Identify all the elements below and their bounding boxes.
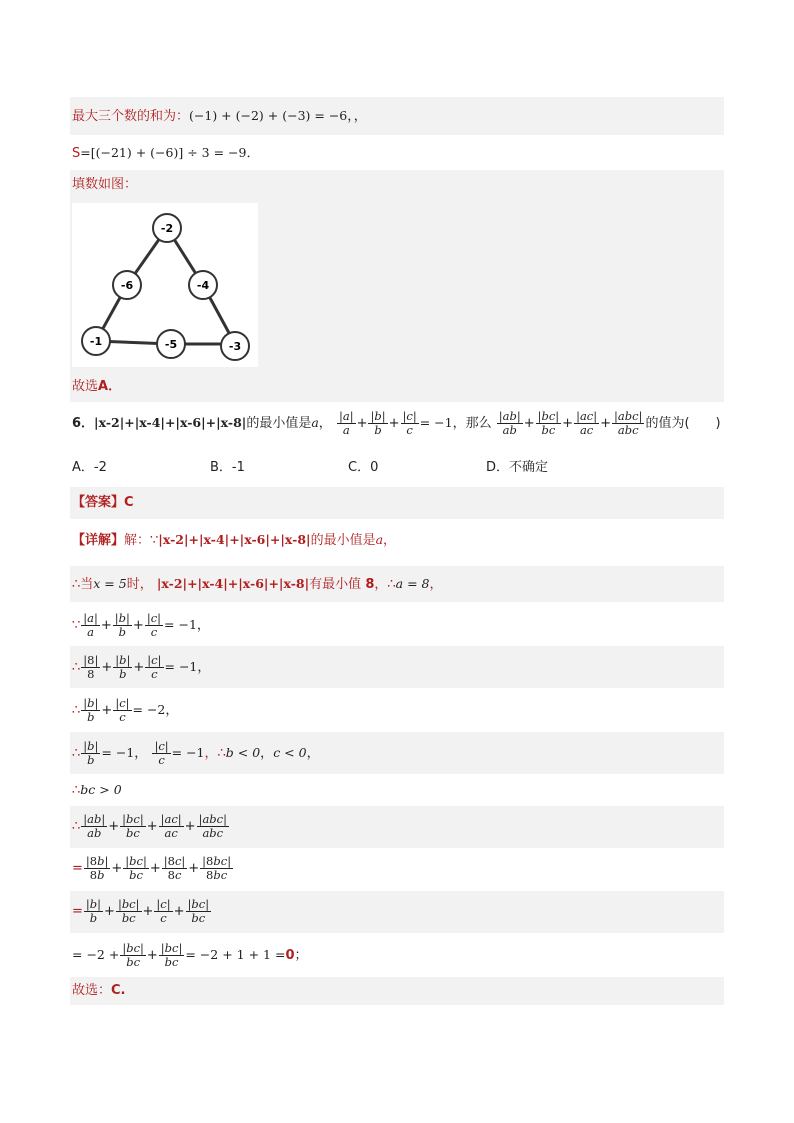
frac-8: $\frac{|8|}{8}$ bbox=[83, 653, 99, 681]
frac-b: $\frac{|b|}{b}$ bbox=[83, 739, 99, 767]
diagram-node-right-mid bbox=[189, 271, 217, 299]
step2-prefix: ∵ bbox=[72, 618, 81, 633]
line2-expr: =[(−21) + (−6)] ÷ 3 = −9 bbox=[80, 145, 247, 160]
step10-tail: ； bbox=[294, 948, 308, 963]
frac-bc: $\frac{|bc|}{bc}$ bbox=[122, 812, 144, 840]
step-7: ∴ $\frac{|ab|}{ab}$ + $\frac{|bc|}{bc}$ + $\frac{|ac|}{ac}$ + $\frac{\text{|abc|}}{\text{abc}}$ bbox=[70, 806, 724, 848]
frac-c: $\frac{|c|}{c}$ bbox=[154, 739, 169, 767]
frac-b: $\frac{|b|}{b}$ bbox=[83, 696, 99, 724]
frac-bc: $\frac{|bc|}{bc}$ bbox=[117, 897, 140, 925]
diagram-container bbox=[70, 200, 724, 372]
line1-tail: ，， bbox=[347, 109, 367, 124]
frac-ac: $\frac{|ac|}{ac}$ bbox=[160, 812, 182, 840]
node-top-label: -2 bbox=[160, 222, 174, 235]
step-10: = −2 + $\frac{|bc|}{bc}$ + $\frac{|bc|}{bc}$ = −2 + 1 + 1 =0； bbox=[72, 941, 308, 969]
detail-expr: |x-2|+|x-4|+|x-6|+|x-8| bbox=[158, 532, 311, 547]
line2-label: S bbox=[72, 146, 81, 161]
frac-c: $\frac{|c|}{c}$ bbox=[115, 696, 130, 724]
final-label: 故选： bbox=[72, 983, 112, 998]
frac-8c: $\frac{|8c|}{8c}$ bbox=[163, 854, 186, 882]
solution-line-max-sum bbox=[70, 97, 724, 135]
step3-rhs: = −1 bbox=[164, 659, 198, 674]
step3-tail: ， bbox=[197, 660, 211, 675]
frac-bc-2: $\frac{|bc|}{bc}$ bbox=[160, 941, 183, 969]
diagram-node-bottom-mid bbox=[157, 330, 185, 358]
step-3: ∴ $\frac{|8|}{8}$ + $\frac{|b|}{b}$ + $\frac{|c|}{c}$ = −1， bbox=[70, 646, 724, 688]
diagram-node-bottom-right bbox=[221, 332, 249, 360]
step-4: ∴ $\frac{|b|}{b}$ + $\frac{|c|}{c}$ = −2， bbox=[72, 696, 179, 724]
q6-cond-rhs: = −1 bbox=[419, 415, 453, 430]
frac-abs-a-over-a: $\frac{|a|}{a}$ bbox=[338, 409, 354, 437]
frac-bc: $\frac{|bc|}{bc}$ bbox=[125, 854, 147, 882]
step4-rhs: = −2 bbox=[132, 702, 166, 717]
frac-c: $\frac{|c|}{c}$ bbox=[147, 653, 162, 681]
q6-text2: ，那么 bbox=[452, 416, 492, 431]
answer-label: 【答案】 bbox=[72, 495, 125, 510]
step-9: = $\frac{|b|}{b}$ + $\frac{|bc|}{bc}$ + $\frac{|c|}{c}$ + $\frac{|bc|}{bc}$ bbox=[70, 891, 724, 933]
q6-expr: |x-2|+|x-4|+|x-6|+|x-8| bbox=[94, 415, 247, 430]
frac-b: $\frac{|b|}{b}$ bbox=[114, 611, 130, 639]
detail-text: 解：∵ bbox=[124, 533, 159, 548]
step1-res: a = 8 bbox=[395, 576, 430, 591]
step1-text: 时， bbox=[126, 577, 153, 592]
option-d[interactable]: D．不确定 bbox=[486, 460, 549, 475]
solution-line-s-value bbox=[70, 137, 724, 167]
step5-tail: ， bbox=[306, 746, 320, 761]
frac-abs-b-over-b: $\frac{|b|}{b}$ bbox=[370, 409, 386, 437]
final-choice bbox=[70, 977, 724, 1005]
step1-val: 8 bbox=[365, 577, 375, 592]
step5-sep3: ， bbox=[260, 746, 274, 761]
step8-prefix: = bbox=[72, 861, 83, 876]
q6-comma: ， bbox=[318, 416, 332, 431]
solution-line-fill-diagram bbox=[70, 170, 724, 200]
frac-abs-ac-over-ac: $\frac{|ac|}{ac}$ bbox=[576, 409, 598, 437]
detail-var: a bbox=[375, 532, 384, 547]
line2-tail: ． bbox=[246, 146, 260, 161]
step1-expr: |x-2|+|x-4|+|x-6|+|x-8| bbox=[156, 576, 310, 591]
step10-result: 0 bbox=[285, 948, 295, 963]
detail-text2: 的最小值是 bbox=[310, 533, 376, 548]
answer-value: C bbox=[124, 495, 134, 510]
q6-options bbox=[70, 456, 724, 480]
detail-line bbox=[70, 523, 724, 559]
frac-abs-bc-over-bc: $\frac{|bc|}{bc}$ bbox=[537, 409, 560, 437]
step9-prefix: = bbox=[72, 904, 83, 919]
node-bottom-left-label: -1 bbox=[89, 335, 103, 348]
frac-abc: $\frac{\text{|abc|}}{\text{abc}}$ bbox=[198, 812, 227, 840]
step7-prefix: ∴ bbox=[72, 819, 81, 834]
frac-abs-abc-over-abc: $\frac{\text{|abc|}}{\text{abc}}$ bbox=[614, 409, 643, 437]
node-right-mid-label: -4 bbox=[196, 279, 210, 292]
line1-expr: (−1) + (−2) + (−3) = −6 bbox=[189, 108, 348, 123]
solution-line-choice-a bbox=[70, 372, 724, 402]
line1-label: 最大三个数的和为： bbox=[72, 109, 190, 124]
step1-text3: ，∴ bbox=[374, 577, 396, 592]
step-8: = $\frac{|8b|}{8b}$ + $\frac{|bc|}{bc}$ + $\frac{|8c|}{8c}$ + $\frac{|8bc|}{8bc}$ bbox=[72, 854, 232, 882]
step-6 bbox=[70, 776, 724, 804]
step5-ineq1: b < 0 bbox=[225, 745, 261, 760]
diagram-node-top bbox=[153, 214, 181, 242]
step4-prefix: ∴ bbox=[72, 703, 81, 718]
step4-tail: ， bbox=[165, 703, 179, 718]
q6-text3: 的值为( ) bbox=[645, 416, 721, 431]
frac-8bc: $\frac{|8bc|}{8bc}$ bbox=[202, 854, 232, 882]
node-bottom-right-label: -3 bbox=[228, 340, 242, 353]
detail-label: 【详解】 bbox=[72, 533, 125, 548]
step6-prefix: ∴ bbox=[72, 783, 81, 798]
step5-rhs1: = −1 bbox=[101, 745, 135, 760]
step1-cond: x = 5 bbox=[93, 576, 127, 591]
step5-ineq2: c < 0 bbox=[273, 745, 307, 760]
step5-rhs2: = −1 bbox=[171, 745, 205, 760]
answer-line bbox=[70, 487, 724, 519]
question-6: 6．|x-2|+|x-4|+|x-6|+|x-8|的最小值是a， $\frac{|a|}{a}$ + $\frac{|b|}{b}$ + $\frac{|c|}{c}$ = −1，那么 $\frac{|ab|}{ab}$ + $\frac{|bc|}{bc}$ + $\frac{|ac|}{ac}$ + $\frac{\text{|abc|}}{\text{abc}}$ 的值为( ) bbox=[72, 409, 721, 437]
final-choice-value: C. bbox=[111, 983, 126, 998]
frac-bc-2: $\frac{|bc|}{bc}$ bbox=[187, 897, 210, 925]
diagram-node-left-mid bbox=[113, 271, 141, 299]
step5-sep2: ，∴ bbox=[204, 746, 226, 761]
step10-rhs: = −2 + 1 + 1 = bbox=[185, 947, 286, 962]
frac-abs-ab-over-ab: $\frac{|ab|}{ab}$ bbox=[498, 409, 521, 437]
q6-text1: 的最小值是 bbox=[246, 416, 312, 431]
frac-abs-c-over-c: $\frac{|c|}{c}$ bbox=[402, 409, 417, 437]
frac-ab: $\frac{|ab|}{ab}$ bbox=[83, 812, 106, 840]
step1-prefix: ∴当 bbox=[72, 577, 94, 592]
triangle-number-diagram bbox=[72, 203, 258, 367]
line3-label: 填数如图： bbox=[72, 177, 138, 192]
option-c[interactable]: C．0 bbox=[348, 460, 379, 475]
option-a[interactable]: A．-2 bbox=[72, 460, 107, 475]
line4-choice: A． bbox=[98, 379, 122, 394]
step5-prefix: ∴ bbox=[72, 746, 81, 761]
diagram-node-bottom-left bbox=[82, 327, 110, 355]
step-2: ∵ $\frac{|a|}{a}$ + $\frac{|b|}{b}$ + $\frac{|c|}{c}$ = −1， bbox=[72, 611, 210, 639]
step10-prefix: = −2 + bbox=[72, 947, 120, 962]
frac-c: $\frac{|c|}{c}$ bbox=[146, 611, 162, 639]
frac-b: $\frac{|b|}{b}$ bbox=[85, 897, 102, 925]
frac-8b: $\frac{|8b|}{8b}$ bbox=[85, 854, 109, 882]
q6-var-a: a bbox=[311, 415, 319, 430]
step2-tail: ， bbox=[196, 618, 210, 633]
frac-b: $\frac{|b|}{b}$ bbox=[115, 653, 131, 681]
step1-text2: 有最小值 bbox=[309, 577, 362, 592]
step3-prefix: ∴ bbox=[72, 660, 81, 675]
line4-label: 故选 bbox=[72, 379, 99, 394]
frac-c: $\frac{|c|}{c}$ bbox=[156, 897, 171, 925]
step6-expr: bc > 0 bbox=[80, 782, 122, 797]
frac-bc: $\frac{|bc|}{bc}$ bbox=[122, 941, 144, 969]
step1-tail: ， bbox=[429, 577, 443, 592]
frac-a: $\frac{|a|}{a}$ bbox=[83, 611, 98, 639]
step5-sep: ， bbox=[134, 746, 148, 761]
node-left-mid-label: -6 bbox=[120, 279, 134, 292]
option-b[interactable]: B．-1 bbox=[210, 460, 245, 475]
node-bottom-mid-label: -5 bbox=[164, 338, 178, 351]
detail-tail: ， bbox=[383, 533, 397, 548]
step-5 bbox=[70, 732, 724, 774]
step-1 bbox=[70, 566, 724, 602]
step2-rhs: = −1 bbox=[164, 617, 197, 632]
q6-number: 6． bbox=[72, 416, 95, 431]
